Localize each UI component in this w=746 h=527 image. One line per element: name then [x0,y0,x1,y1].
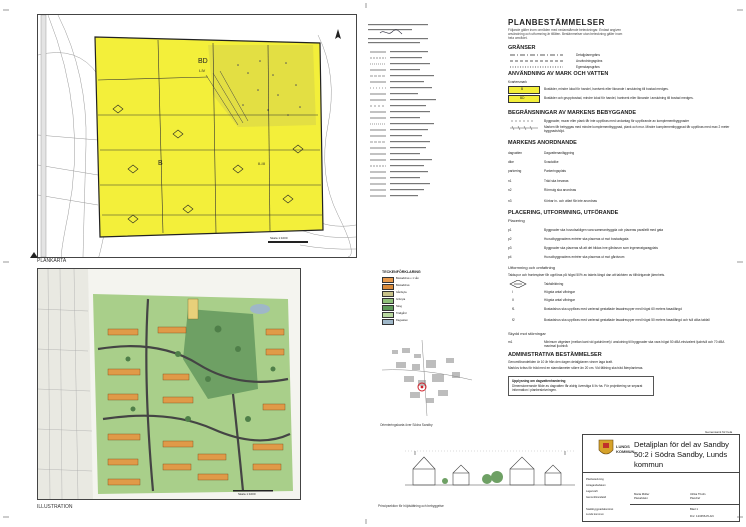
administrativa-heading: ADMINISTRATIVA BESTÄMMELSER [508,352,602,358]
tb-field-5: Lunds kommun [586,513,604,516]
markens-text-2: Parkeringsplats [544,169,566,173]
placering-code-1: p2 [508,237,512,241]
tb-name-0: Maria Möller [634,492,650,496]
tb-field-2: Laga kraft [586,490,598,493]
note-title: Upplysning om dagvattenhantering [512,379,566,383]
planbest-title: PLANBESTÄMMELSER [508,18,605,27]
legend-item-0: Bostadshus ≤ 1 vån [396,277,419,280]
plan-scale-label: Skala 1:1000 [270,236,288,240]
use-bd-text: Bostäder och gruppbostad, mindre lokal för handel, hantverk eller liknande i anslutning till bostad medges. [544,96,694,100]
markens-code-1: dike [508,160,514,164]
markens-code-3: n1 [508,179,512,183]
utformning-code-3: f1 [512,307,515,311]
tb-role-1: Planchef [690,497,701,500]
title-block-small-label: Gemensamt för hela [705,430,733,434]
legend-item-6: Dagvatten [396,319,408,322]
utformning-code-1: I [512,290,513,294]
planbest-intro: Följande gäller inom områden med nedanstående beteckningar. Endast angiven användning och utformning är tillåten. Bestämmelser utan beteckning gäller inom hela området. [508,28,623,40]
utformning-text-1: Högsta antal våningar [544,290,576,294]
markens-code-0: dagvatten [508,151,523,155]
utformning-text-0: Takfallriktning [544,282,564,286]
use-bd-code: BD [520,96,525,100]
plan-code-ii-iii: II-III [258,161,265,166]
admin-line-1: Marklov krävs för träd med en stamdiameter större än 20 cm. Vid fällning ska träd återplanteras. [508,366,644,370]
legend-item-5: Trädgård [396,312,407,315]
markens-text-3: Träd ska bevaras [544,179,569,183]
anvandning-heading: ANVÄNDNING AV MARK OCH VATTEN [508,71,609,77]
begr-item-1: Marken får bebyggas med mindre komplementbyggnad, plank och mur. Mindre komplementbyggnad får uppföras med max 2 meter byggnadshöjd. [544,125,730,133]
placering-text-2: Byggnader ska placeras så att det bildas inre gårdsrum som ingeneratgaragplats [544,246,658,250]
legend-item-1: Bostadshus [396,284,410,287]
markens-heading: MARKENS ANORDNANDE [508,140,577,146]
markens-code-2: parkering [508,169,522,173]
anvandning-sub: Kvartersmark [508,80,527,84]
utformning-text-2: Högsta antal våningar [544,298,576,302]
markens-text-5: Körbar in- och utfart får inte anordnas [544,199,597,203]
markens-text-1: Svackdike [544,160,559,164]
utformning-code-4: f2 [512,318,515,322]
granser-item-1: Användningsgräns [576,59,603,63]
tb-field-1: Antagandedatum [586,484,606,487]
plan-title: Detaljplan för del av Sandby 50:2 i Södra Sandby, Lunds kommun [634,440,729,469]
tb-field-0: Planbeteckning [586,478,604,481]
granser-item-0: Detaljplanegräns [576,53,600,57]
placering-code-2: p3 [508,246,512,250]
section-caption: Principsektion för höjdsättning och bebyggelse [378,504,444,508]
placering-heading: PLACERING, UTFORMNING, UTFÖRANDE [508,210,619,216]
use-b-text: Bostäder, mindre lokal för handel, hantverk eller liknande i anslutning till bostad medges. [544,87,669,91]
plankarta-label: PLANKARTA [37,258,67,264]
legend-item-2: Gårdsyta [396,291,407,294]
placering-sub: Placering [508,218,525,223]
granser-item-2: Egenskapsgräns [576,65,600,69]
markens-code-5: n3 [508,199,512,203]
use-b-code: B [521,87,524,91]
markens-text-4: Rörmuig ska anordnas [544,188,577,192]
legend-item-4: Skog [396,305,402,308]
begr-item-0: Byggnader, murar eller plank får inte uppföras med undantag för uppförande av komplementbyggnader [544,119,690,123]
markens-code-4: n2 [508,188,512,192]
tb-sheet: Blad 1 [690,507,698,511]
granser-heading: GRÄNSER [508,45,536,51]
utformning-intro: Takkupor och frontespiser får uppföras på högst 50% av takets längd dan att takfoten av tillhörigande jämnhets. [508,273,665,277]
teckenforklaring-title: TECKENFÖRKLARING [382,270,421,274]
tb-dnr: Dnr: 123456-PLAN [690,514,714,518]
markens-text-0: Dagvattenanläggning [544,151,575,155]
utformning-text-3: Bostadshus ska uppföras med varierad gestaltade fasadreupper med högst 60 meters fasadlängd [544,307,682,311]
skydd-sub: Skydd mot störningar [508,331,546,336]
tb-name-1: Ulrika Thulin [690,492,706,496]
org-name: LUNDS KOMMUN [616,444,635,454]
placering-text-3: Huvudbyggnadens entréer ska placeras ut mot gårdsrum [544,255,625,259]
note-text: Dimensionerande flöde av dagvatten får aldrig överstiga 6 l/s·ha. För projektering se separat information i planbeskrivningen. [512,384,643,392]
orientation-caption: Orienteringskarta över Södra Sandby [380,423,433,427]
begransningar-heading: BEGRÄNSNINGAR AV MARKENS BEBYGGANDE [508,110,637,116]
utformning-sub: Utformning och omfattning [508,265,555,270]
plan-code-b: B [158,160,163,167]
skydd-code-0: m1 [508,340,513,344]
admin-line-0: Genomförandetiden är 10 år från den dagen detaljplanen vinner laga kraft. [508,360,613,364]
utformning-code-2: II [512,298,514,302]
plan-code-i-iv: I-IV [199,68,206,73]
skydd-text-0: Minimum vägetare (mellan kant vid gatuhörnet) i anslutning till byggnader ska vara högst 50 dBA ekvivalent ljudnivå och 70 dBA maximal ljudnivå [544,340,725,348]
tb-role-0: Planarkitekt [634,497,648,500]
illustration-label: ILLUSTRATION [37,504,73,510]
illustration-scale-label: Skala 1:1000 [238,492,256,496]
placering-code-0: p1 [508,228,512,232]
tb-field-4: Stadsbyggnadskontoret [586,508,614,511]
legend-item-3: Grönyta [396,298,406,301]
tb-field-3: Genomförandetid [586,496,607,499]
plan-code-bd: BD [198,58,208,65]
placering-text-1: Huvudbyggnadens entréer ska placeras ut mot bostadsgata [544,237,629,241]
utformning-text-4: Bostadshus ska uppföras med varierad gestaltade fasadreupper med högst 50 meters fasadlängd och två olika takfall [544,318,710,322]
placering-text-0: Byggnader ska huvudsakligen vara sammanbyggda och placeras parallellt med gata [544,228,664,232]
placering-code-3: p4 [508,255,512,259]
